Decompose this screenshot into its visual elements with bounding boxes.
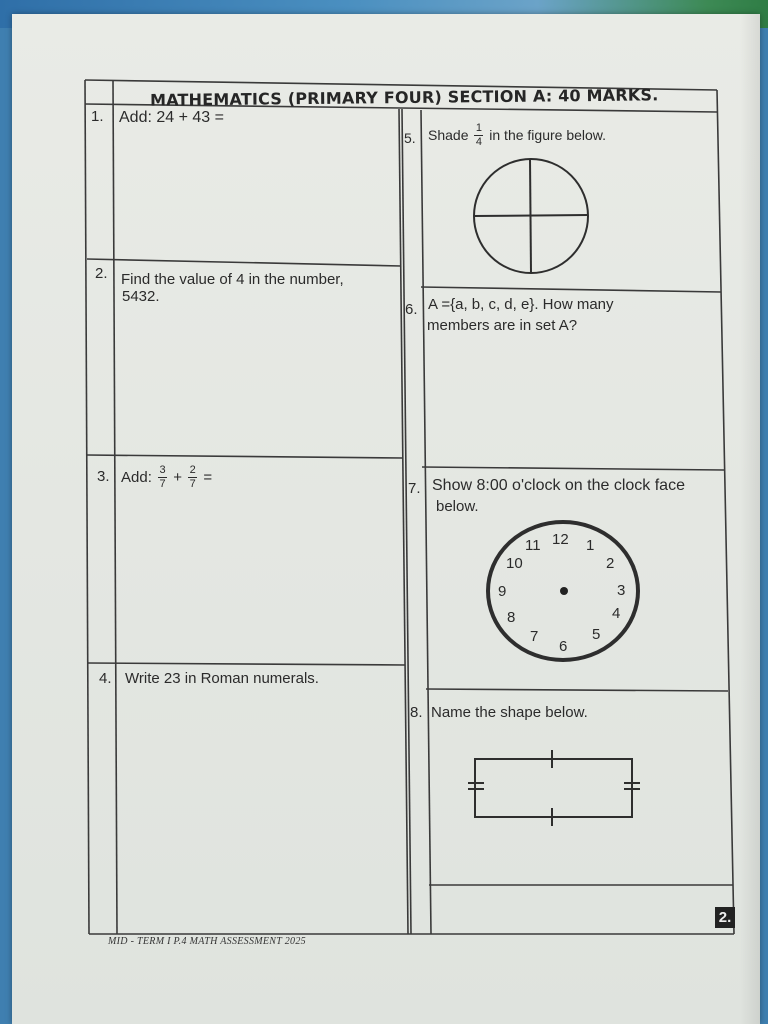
fraction-two-sevenths <box>188 465 197 490</box>
footer-assessment-label: MID - TERM I P.4 MATH ASSESSMENT 2025 <box>108 936 306 947</box>
question-number-6: 6. <box>405 301 418 318</box>
equals-sign: = <box>203 468 213 486</box>
grid-left-border <box>85 80 89 934</box>
clock-number-4: 4 <box>612 605 621 622</box>
question-2-text-line2: 5432. <box>122 288 160 305</box>
clock-number-12: 12 <box>552 531 569 548</box>
fraction-2-denominator: 7 <box>189 477 196 490</box>
question-number-3: 3. <box>97 468 110 485</box>
question-4-text: Write 23 in Roman numerals. <box>125 670 319 687</box>
question-5-text <box>428 118 606 152</box>
clock-number-8: 8 <box>507 609 516 626</box>
question-5-prefix: Shade <box>428 126 469 143</box>
fraction-3-numerator: 3 <box>159 463 166 476</box>
question-8-text: Name the shape below. <box>431 704 588 721</box>
fraction-1-numerator: 1 <box>475 121 482 134</box>
question-6-text: A ={a, b, c, d, e}. How many <box>428 296 614 313</box>
clock-number-10: 10 <box>506 555 523 572</box>
question-number-2: 2. <box>95 265 108 282</box>
page-title: MATHEMATICS (PRIMARY FOUR) SECTION A: 40 MARKS. <box>149 85 659 110</box>
grid-right-border <box>717 90 734 934</box>
question-6-text-line2: members are in set A? <box>427 317 578 334</box>
question-number-1: 1. <box>91 108 104 125</box>
fraction-one-quarter <box>474 123 483 148</box>
grid-right-number-column <box>421 110 431 934</box>
question-number-5: 5. <box>404 130 416 146</box>
left-row-divider-2 <box>87 455 403 458</box>
clock-number-6: 6 <box>559 638 568 655</box>
question-7-text: Show 8:00 o'clock on the clock face <box>432 477 685 494</box>
fraction-three-sevenths <box>158 465 167 490</box>
fraction-3-denominator: 7 <box>159 477 166 490</box>
right-row-divider-2 <box>422 467 724 470</box>
clock-number-1: 1 <box>586 537 595 554</box>
question-3-prefix: Add: <box>121 468 152 486</box>
clock-number-9: 9 <box>498 583 507 600</box>
clock-number-5: 5 <box>592 626 601 643</box>
clock-number-2: 2 <box>606 555 615 572</box>
question-number-7: 7. <box>408 480 421 497</box>
fraction-4-denominator: 4 <box>475 135 482 148</box>
question-3-text <box>121 462 212 492</box>
clock-number-7: 7 <box>530 628 539 645</box>
question-number-8: 8. <box>410 704 423 721</box>
question-2-text: Find the value of 4 in the number, <box>121 271 344 288</box>
question-1-text: Add: 24 + 43 = <box>119 109 224 126</box>
question-number-4: 4. <box>99 670 112 687</box>
clock-center-dot <box>560 587 568 595</box>
page-number-badge: 2. <box>715 907 735 928</box>
right-row-divider-1 <box>421 287 721 292</box>
left-row-divider-1 <box>87 259 401 266</box>
fraction-2-numerator: 2 <box>189 463 196 476</box>
clock-number-3: 3 <box>617 582 626 599</box>
left-row-divider-3 <box>88 663 405 665</box>
grid-number-column <box>113 80 117 934</box>
question-7-text-line2: below. <box>436 498 479 515</box>
right-row-divider-3 <box>426 689 728 691</box>
question-5-suffix: in the figure below. <box>489 126 607 143</box>
clock-number-11: 11 <box>525 537 541 554</box>
quartered-circle-figure <box>474 159 588 273</box>
rectangle-figure <box>468 750 640 826</box>
plus-sign: + <box>173 468 182 486</box>
